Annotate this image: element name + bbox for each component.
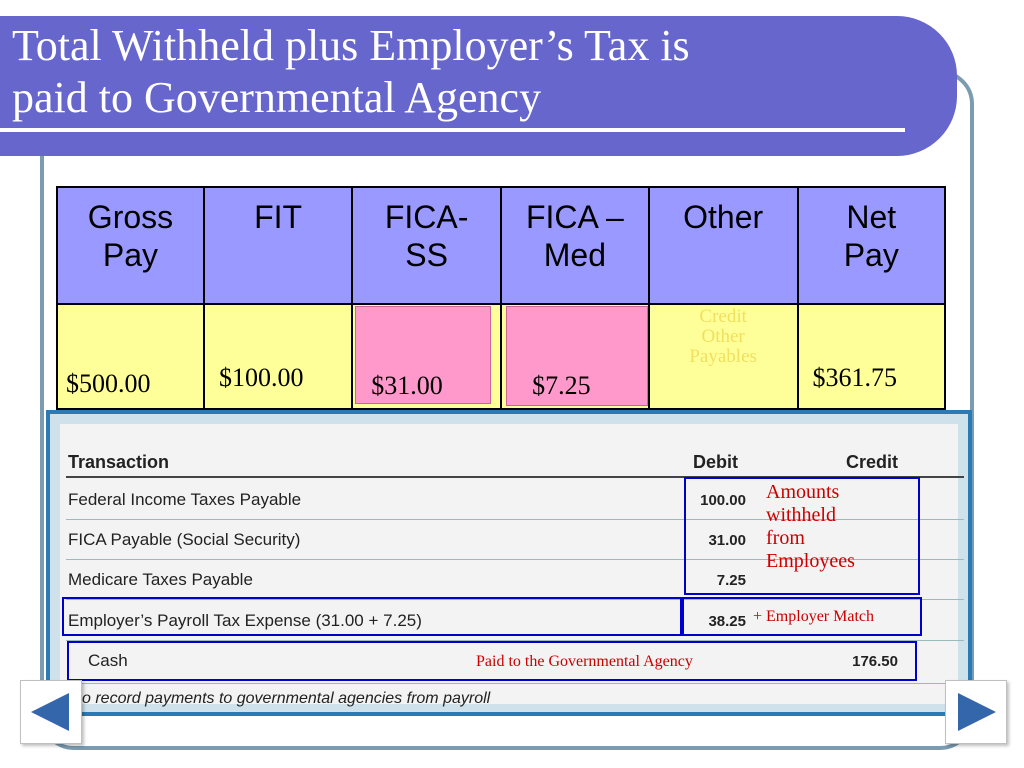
employer-expense-highlight-box [62,597,682,636]
journal-cash-credit: 176.50 [852,653,898,670]
value-fica-ss: $31.00 [371,371,443,400]
arrow-right-icon [946,681,1006,743]
journal-row-divider [66,683,964,684]
title-underline [0,128,905,132]
slide-title-line-1: Total Withheld plus Employer’s Tax is [12,21,690,70]
payroll-value-row [57,304,945,409]
journal-row-label: Medicare Taxes Payable [68,570,253,589]
other-faint-text: Credit Other Payables [689,306,757,367]
withheld-annotation: Amounts withheld from Employees [766,481,855,572]
journal-header-credit: Credit [846,452,899,472]
next-slide-button[interactable] [945,680,1007,744]
cell-fica-med [501,304,649,409]
value-gross-pay: $500.00 [66,369,151,398]
paid-to-agency-annotation: Paid to the Governmental Agency [476,653,693,670]
cell-net-pay [798,304,945,409]
cell-gross-pay [57,304,204,409]
value-fit: $100.00 [218,363,304,392]
journal-cash-label: Cash [88,651,128,670]
payroll-table [56,186,946,410]
header-gross-pay: Gross Pay [57,187,204,304]
header-fica-med: FICA – Med [501,187,649,304]
previous-slide-button[interactable] [20,680,82,744]
journal-footer-note: o record payments to governmental agencies from payroll [82,690,491,707]
employer-match-annotation: + Employer Match [753,608,874,625]
cell-other [649,304,798,409]
journal-row-debit: 7.25 [716,572,746,589]
arrow-left-icon [21,681,81,743]
journal-row-debit: 31.00 [708,532,746,549]
value-fica-med: $7.25 [532,371,591,400]
value-net-pay: $361.75 [812,363,898,392]
header-net-pay: Net Pay [798,187,945,304]
journal-header-debit: Debit [693,452,738,472]
header-fica-ss: FICA- SS [352,187,501,304]
journal-row-label: FICA Payable (Social Security) [68,530,301,549]
cell-fica-ss [352,304,501,409]
cell-fit [204,304,352,409]
payroll-header-row [57,187,945,304]
journal-row-label: Federal Income Taxes Payable [68,490,302,509]
slide-title-line-2: paid to Governmental Agency [12,73,542,122]
header-fit: FIT [204,187,352,304]
slide-title [12,20,912,124]
journal-row-debit: 38.25 [708,613,746,630]
journal-row-label: Employer’s Payroll Tax Expense (31.00 + 7.25) [68,611,422,630]
journal-row-debit: 100.00 [700,492,746,509]
header-other: Other [649,187,798,304]
journal-header-transaction: Transaction [68,452,170,472]
